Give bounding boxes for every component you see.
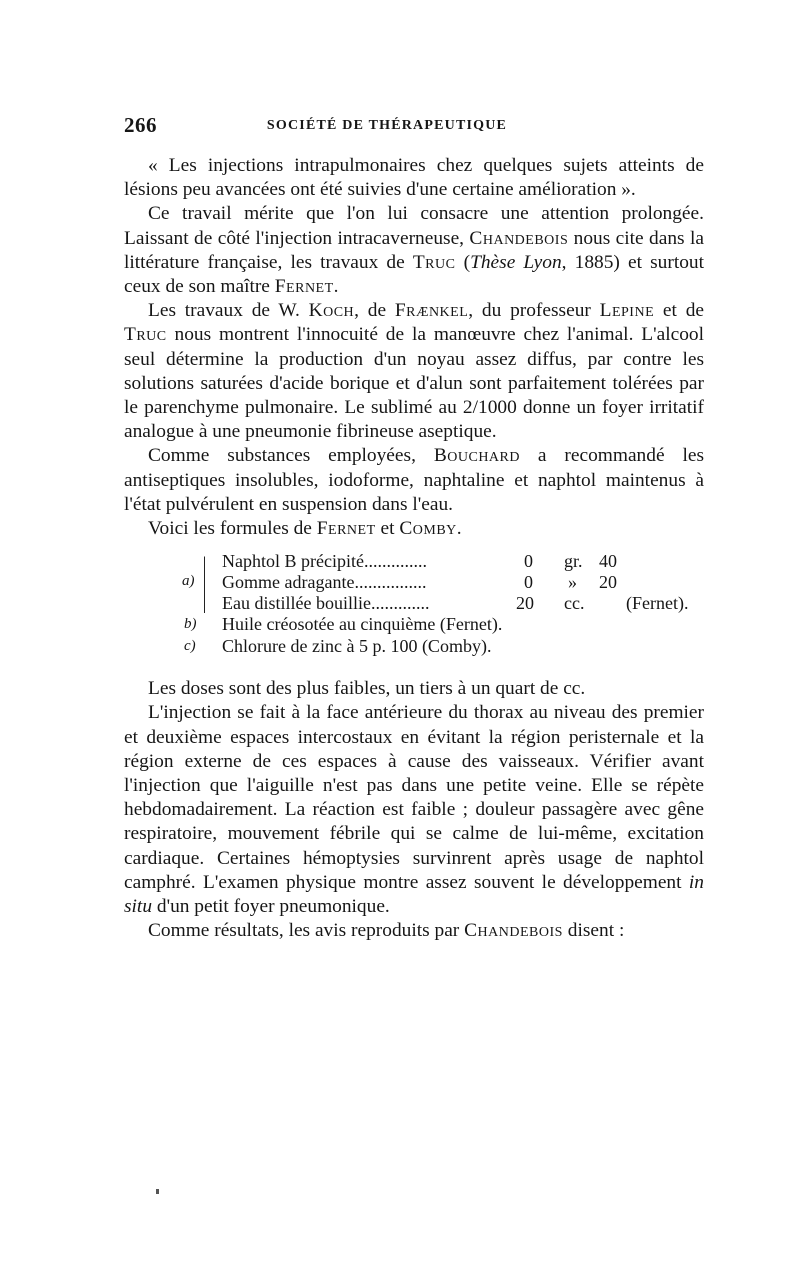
text: disent : (562, 920, 625, 942)
author-name: Fernet (274, 276, 334, 298)
brace (204, 556, 211, 613)
formula-line-b: Huile créosotée au cinquième (Fernet). (222, 614, 503, 635)
text: a recommandé les antiseptiques insolubles, iodoforme, naphtaline et naphtol maintenus à l'état pulvérulent en suspension dans l'eau. (124, 445, 704, 515)
author-name: Comby (399, 518, 457, 540)
text: et (375, 518, 400, 540)
formula-line (222, 593, 429, 615)
ingredient: Eau distillée bouillie (222, 593, 371, 614)
paragraph-resultats (124, 919, 704, 943)
formula-line-c: Chlorure de zinc à 5 p. 100 (Comby). (222, 636, 492, 657)
formula-line (222, 551, 427, 573)
author-name: Chandebois (464, 920, 563, 942)
formula-label-a: a) (182, 573, 195, 590)
spacer (124, 661, 704, 677)
paragraph-travaux (124, 299, 704, 444)
text: Comme résultats, les avis reproduits par (148, 920, 465, 942)
quantity: 20 (516, 593, 534, 614)
ingredient: Gomme adragante (222, 572, 355, 593)
author-name: Lepine (599, 300, 655, 322)
quantity: 0 (524, 551, 533, 572)
text: et de (654, 300, 704, 322)
formula-line (222, 572, 426, 594)
ingredient: Naphtol B précipité (222, 551, 364, 572)
formula-label-c: c) (184, 638, 196, 655)
text: Ce travail mérite que l'on lui consacre une attention prolongée. Laissant de côté l'injection intracaverneuse, (124, 203, 704, 249)
print-speck (156, 1189, 159, 1194)
paragraph-substances (124, 444, 704, 517)
leader-dots: ............. (370, 593, 430, 614)
paragraph-formules-intro (124, 517, 704, 541)
author-name: Truc (412, 251, 456, 273)
text: ( (455, 251, 471, 273)
emphasis: in situ (124, 871, 704, 918)
text: , de (354, 300, 395, 322)
text: L'injection se fait à la face antérieure du thorax au niveau des premier et deuxième espaces intercostaux en évitant la région peristernale et la région externe de ces espaces à cause des vaisseaux. Vérifier avant l'injection que l'aiguille n'est pas dans une petite veine. Elle se répète hebdomadairement. La réaction est faible ; douleur passagère avec gêne respiratoire, mouvement fébrile qui se calme de lui-même, excitation cardiaque. Certaines hémoptysies survinrent après usage de naphtol camphré. L'examen physique montre assez souvent le développement (124, 702, 704, 893)
citation-title: Thèse Lyon (470, 251, 562, 273)
text: nous cite dans la littérature française, les travaux de (124, 227, 704, 273)
formula-label-b: b) (184, 616, 197, 633)
text: Les travaux de W. (148, 300, 309, 322)
text: . (456, 518, 462, 540)
text: nous montrent l'innocuité de la manœuvre chez l'animal. L'alcool seul détermine la production d'un noyau assez diffus, par contre les solutions saturées d'acide borique et d'alun sont parfaitement tolérées par le parenchyme pulmonaire. Le sublimé au 2/1000 donne un foyer irritatif analogue à une pneumonie fibrineuse aseptique. (124, 324, 704, 443)
author-name: Fernet (316, 518, 376, 540)
author-name: Chandebois (469, 227, 569, 249)
unit: gr. (564, 551, 583, 572)
text: , du professeur (468, 300, 600, 322)
unit: » (568, 572, 577, 593)
page-number: 266 (124, 113, 157, 137)
page-header (124, 113, 704, 143)
author-name: Bouchard (433, 445, 520, 467)
text: Voici les formules de (148, 518, 317, 540)
formula-block (124, 551, 704, 657)
paragraph-doses: Les doses sont des plus faibles, un tiers à un quart de cc. (148, 678, 586, 700)
text: . (333, 276, 339, 298)
text: , 1885) et surtout ceux de son maître (124, 251, 704, 298)
paragraph-chandebois (124, 202, 704, 299)
amount: 40 (599, 551, 617, 572)
author-name: Koch (308, 300, 355, 322)
paragraph-injection (124, 701, 704, 919)
unit: cc. (564, 593, 585, 614)
source: (Fernet). (626, 593, 689, 614)
paragraph-quote: « Les injections intrapulmonaires chez quelques sujets atteints de lésions peu avancées ont été suivies d'une certaine amélioration ». (124, 155, 704, 201)
author-name: Truc (124, 324, 167, 346)
quantity: 0 (524, 572, 533, 593)
author-name: Frænkel (394, 300, 469, 322)
text: d'un petit foyer pneumonique. (152, 896, 390, 918)
running-title: SOCIÉTÉ DE THÉRAPEUTIQUE (266, 118, 508, 133)
text: Comme substances employées, (148, 445, 434, 467)
leader-dots: .............. (363, 551, 427, 572)
page-body (124, 154, 704, 943)
leader-dots: ................ (354, 572, 427, 593)
amount: 20 (599, 572, 617, 593)
